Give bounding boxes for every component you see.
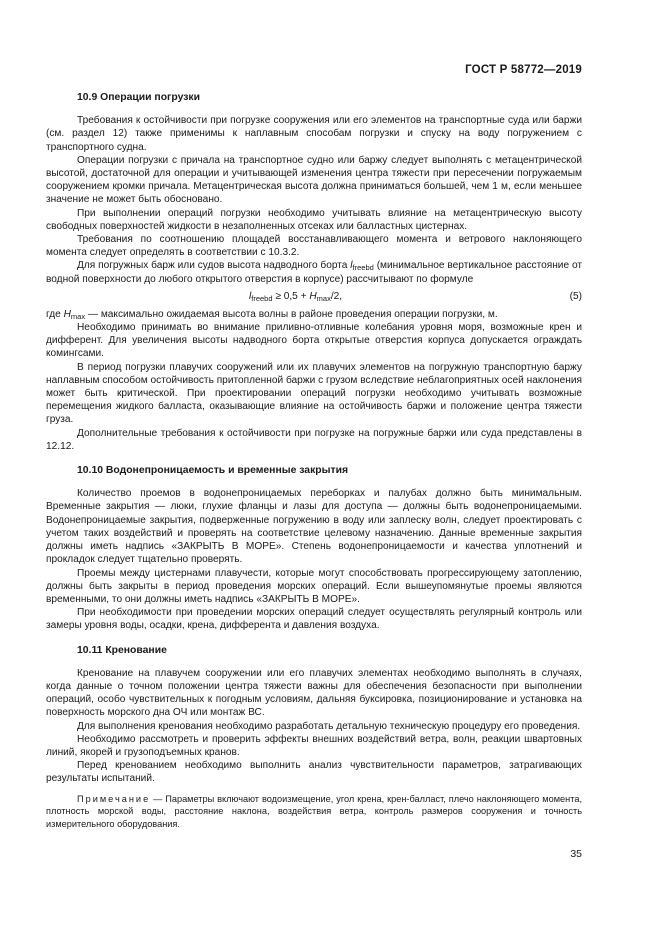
paragraph: Требования по соотношению площадей восстанавливающего момента и ветрового наклоняющего момента следует определять в соответствии с 10.3.2. <box>46 234 582 259</box>
text-run: ≥ 0,5 + <box>272 290 310 302</box>
text-run: Для погружных барж или судов высота надводного борта <box>77 260 351 272</box>
formula-5 <box>46 287 582 307</box>
page-content <box>46 91 582 841</box>
paragraph: Необходимо рассмотреть и проверить эффекты внешних воздействий ветра, волн, реакции швартовных линий, якорей и грузоподъемных кранов. <box>46 733 582 758</box>
text-run: где <box>46 308 64 320</box>
variable: l <box>249 290 252 302</box>
paragraph: Количество проемов в водонепроницаемых переборках и палубах должно быть минимальным. Временные закрытия — люки, глухие фланцы и лазы для доступа — должны быть водонепроницаемыми. Водонепроницаемые закрытия, подверженные погружению в воду или заплеску волн, следует проектировать с учетом таких воздействий и проверять на соответствие целевому назначению. Данные временные закрытия должны иметь надпись «ЗАКРЫТЬ В МОРЕ». Степень водонепроницаемости и качества уплотнений и прокладок следует тщательно проверять. <box>46 488 582 566</box>
section-10-10 <box>46 464 582 632</box>
subscript: max <box>316 293 331 303</box>
paragraph: При выполнении операций погрузки необходимо учитывать влияние на метацентрическую высоту свободных поверхностей жидкости в незаполненных отсеках или балластных цистернах. <box>46 207 582 232</box>
paragraph: Дополнительные требования к остойчивости при погрузке на погружные баржи или суда представлены в 12.12. <box>46 427 582 452</box>
section-title: 10.11 Кренование <box>77 644 167 656</box>
subscript: freebd <box>352 263 374 273</box>
paragraph: В период погрузки плавучих сооружений или их плавучих элементов на погружную транспортную баржу наплавным способом остойчивость притопленной баржи с грузом вследствие неблагоприятных осей наклонения может быть критической. При проектировании операций погрузки необходимо учитывать возможные перемещения жидкого балласта, оказывающие влияние на остойчивость баржи и положение центра тяжести груза. <box>46 361 582 426</box>
paragraph: Требования к остойчивости при погрузке сооружения или его элементов на транспортные суда или баржи (см. раздел 12) также применимы к наплавным способам погрузки и спуску на воду погружением с транспортного судна. <box>46 115 582 153</box>
section-10-11 <box>46 644 582 831</box>
formula-number: (5) <box>569 290 582 302</box>
paragraph: Для выполнения кренования необходимо разработать детальную техническую процедуру его проведения. <box>77 720 581 732</box>
text-run: — максимально ожидаемая высота волны в районе проведения операции погрузки, м. <box>85 308 498 320</box>
section-title: 10.9 Операции погрузки <box>77 92 200 103</box>
section-title: 10.10 Водонепроницаемость и временные закрытия <box>77 465 349 477</box>
paragraph: Необходимо принимать во внимание приливно-отливные колебания уровня моря, возможные крен и дифферент. Для увеличения высоты надводного борта открытые отверстия корпуса допускается ограждать комингсами. <box>46 322 582 360</box>
text-run: /2, <box>330 290 343 302</box>
note <box>46 793 582 831</box>
paragraph <box>46 259 582 285</box>
variable: H <box>63 308 71 320</box>
subscript: freebd <box>251 293 273 303</box>
paragraph: Перед кренованием необходимо выполнить анализ чувствительности параметров, затрагивающих результаты испытаний. <box>46 760 582 785</box>
paragraph: Проемы между цистернами плавучести, которые могут способствовать прогрессирующему затоплению, должны быть закрыты в период проведения морских операций. Если вышеупомянутые проемы являются временными, то они должны иметь надпись «ЗАКРЫТЬ В МОРЕ». <box>46 567 582 605</box>
section-10-9 <box>46 91 582 453</box>
formula-explanation <box>46 308 582 321</box>
note-label: Примечание <box>77 793 151 804</box>
standard-code: ГОСТ Р 58772—2019 <box>465 64 582 76</box>
note-text: — Параметры включают водоизмещение, угол крена, крен-балласт, плечо наклоняющего момента, плотность морской воды, расстояние наклона, воздействия ветра, контроль размеров сооружения и точность измерительного оборудования. <box>46 793 582 829</box>
paragraph: Кренование на плавучем сооружении или его плавучих элементах необходимо выполнять в случаях, когда данные о точном положении центра тяжести важны для обеспечения безопасности при выполнении операций, особо чувствительных к погодным условиям, дальняя буксировка, позиционирование и установка на поверхность морского дна ОЧ или монтаж ВС. <box>46 667 582 719</box>
paragraph: При необходимости при проведении морских операций следует осуществлять регулярный контроль или замеры уровня воды, осадки, крена, дифферента и давления воздуха. <box>46 607 582 632</box>
page-number: 35 <box>570 848 582 860</box>
formula-expression <box>249 287 342 307</box>
subscript: max <box>70 311 86 321</box>
paragraph: Операции погрузки с причала на транспортное судно или баржу следует выполнять с метацентрической высотой, достаточной для операции и учитывающей изменения центра тяжести при пересечении погружаемым сооружением кромки причала. Метацентрическая высота должна приниматься большей, чем 1 м, если меньшее значение не может быть обосновано. <box>46 154 582 206</box>
variable: l <box>350 260 353 272</box>
variable: H <box>309 290 317 302</box>
text-run: (минимальное вертикальное расстояние от водной поверхности до любого открытого отверстия в корпусе) рассчитывают по формуле <box>46 260 582 285</box>
